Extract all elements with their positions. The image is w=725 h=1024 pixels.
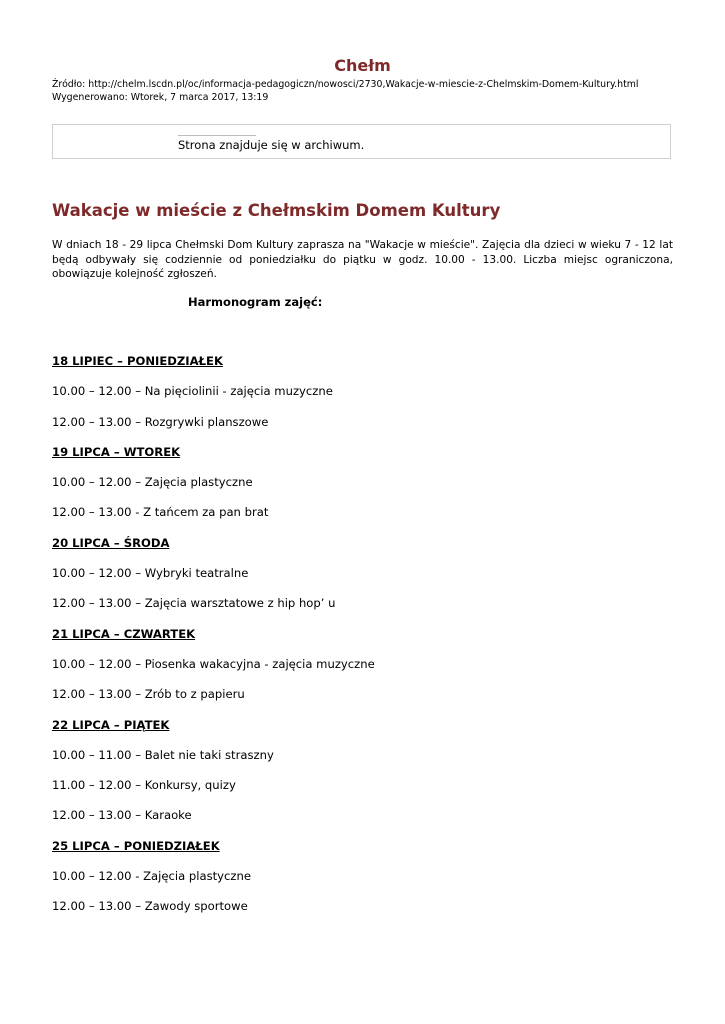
- schedule-item: 10.00 – 12.00 – Piosenka wakacyjna - zajęcia muzyczne: [52, 656, 375, 671]
- schedule-day-heading: 20 LIPCA – ŚRODA: [52, 535, 170, 550]
- schedule-item: 12.00 – 13.00 – Rozgrywki planszowe: [52, 414, 269, 429]
- schedule-item: 10.00 – 12.00 – Zajęcia plastyczne: [52, 475, 253, 490]
- schedule-item: 10.00 – 12.00 – Wybryki teatralne: [52, 566, 249, 581]
- schedule-list: [52, 352, 673, 928]
- article-intro: W dniach 18 - 29 lipca Chełmski Dom Kultury zaprasza na "Wakacje w mieście". Zajęcia dla dzieci w wieku 7 - 12 lat będą odbywały się codziennie od poniedziałku do piątku w godz. 10.00 - 13.00. Liczba miejsc ograniczona, obowiązuje kolejność zgłoszeń.: [52, 239, 673, 280]
- schedule-day-heading: 21 LIPCA – CZWARTEK: [52, 626, 196, 641]
- schedule-item: 10.00 – 11.00 – Balet nie taki straszny: [52, 747, 274, 762]
- schedule-day-heading: 22 LIPCA – PIĄTEK: [52, 717, 170, 732]
- schedule-heading: Harmonogram zajęć:: [188, 295, 323, 309]
- schedule-item: 12.00 – 13.00 – Zrób to z papieru: [52, 687, 245, 702]
- archive-notice-box: [52, 124, 671, 159]
- schedule-item: 12.00 – 13.00 – Zawody sportowe: [52, 899, 248, 914]
- schedule-item: 10.00 – 12.00 – Na pięciolinii - zajęcia muzyczne: [52, 384, 333, 399]
- schedule-day-heading: 18 LIPIEC – PONIEDZIAŁEK: [52, 354, 223, 368]
- archive-divider: [178, 135, 256, 136]
- generated-date: Wygenerowano: Wtorek, 7 marca 2017, 13:19: [52, 92, 269, 103]
- schedule-item: 12.00 – 13.00 – Karaoke: [52, 808, 192, 823]
- archive-notice: Strona znajduje się w archiwum.: [178, 138, 365, 152]
- source-url: Źródło: http://chelm.lscdn.pl/oc/informacja-pedagogiczn/nowosci/2730,Wakacje-w-miescie-z-Chelmskim-Domem-Kultury.html: [52, 79, 639, 90]
- schedule-day-heading: 25 LIPCA – PONIEDZIAŁEK: [52, 838, 220, 853]
- site-title: Chełm: [334, 56, 391, 75]
- article-title: Wakacje w mieście z Chełmskim Domem Kultury: [52, 201, 501, 220]
- schedule-day-heading: 19 LIPCA – WTOREK: [52, 444, 181, 459]
- schedule-item: 12.00 – 13.00 - Z tańcem za pan brat: [52, 505, 269, 520]
- schedule-item: 10.00 – 12.00 - Zajęcia plastyczne: [52, 869, 251, 884]
- schedule-item: 11.00 – 12.00 – Konkursy, quizy: [52, 778, 236, 793]
- schedule-item: 12.00 – 13.00 – Zajęcia warsztatowe z hip hop’ u: [52, 596, 336, 611]
